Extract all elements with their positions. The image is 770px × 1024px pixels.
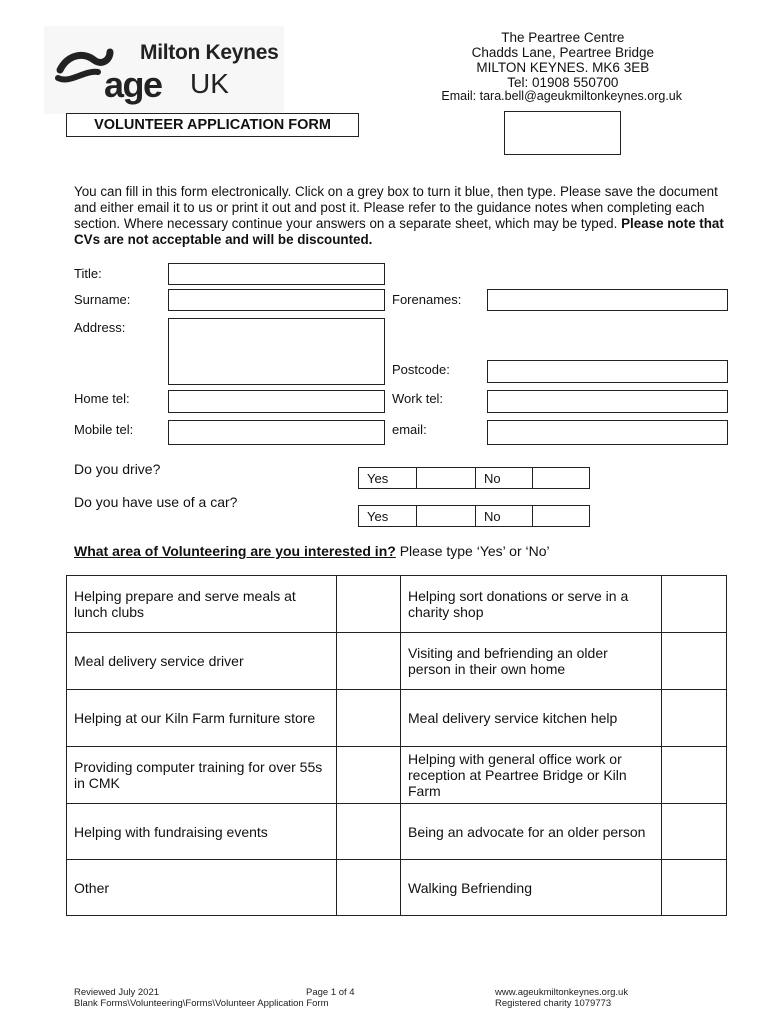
- volunteering-areas-table: [66, 575, 727, 916]
- logo-text-uk: UK: [190, 68, 229, 99]
- area-label: Helping sort donations or serve in a charity shop: [401, 576, 662, 633]
- area-label: Helping with fundraising events: [67, 804, 337, 860]
- drive-no-input[interactable]: [533, 468, 589, 488]
- footer-website: www.ageukmiltonkeynes.org.uk: [495, 987, 629, 998]
- car-answer-grid: [358, 505, 590, 527]
- area-answer-input[interactable]: [662, 747, 727, 804]
- age-uk-logo: [44, 26, 284, 114]
- title-input[interactable]: [168, 263, 385, 285]
- mobile-tel-input[interactable]: [168, 420, 385, 445]
- table-row: [67, 690, 727, 747]
- area-answer-input[interactable]: [662, 633, 727, 690]
- logo-text-milton-keynes: Milton Keynes: [140, 41, 279, 64]
- form-title: VOLUNTEER APPLICATION FORM: [66, 113, 359, 137]
- logo-text-age: age: [104, 64, 162, 105]
- area-label: Visiting and befriending an older person in their own home: [401, 633, 662, 690]
- area-answer-input[interactable]: [662, 804, 727, 860]
- work-tel-label: Work tel:: [392, 391, 444, 406]
- area-answer-input[interactable]: [337, 633, 401, 690]
- area-answer-input[interactable]: [662, 690, 727, 747]
- car-no-input[interactable]: [533, 506, 589, 526]
- table-row: [67, 747, 727, 804]
- intro-paragraph: [74, 184, 734, 248]
- area-answer-input[interactable]: [337, 860, 401, 916]
- forenames-label: Forenames:: [392, 292, 462, 307]
- area-answer-input[interactable]: [337, 576, 401, 633]
- table-row: [67, 576, 727, 633]
- footer-path: Blank Forms\Volunteering\Forms\Volunteer Application Form: [74, 998, 329, 1009]
- organisation-email: Email: tara.bell@ageukmiltonkeynes.org.uk: [441, 89, 682, 103]
- intro-text: You can fill in this form electronically. Click on a grey box to turn it blue, then type. Please save the document and either email it to us or print it out and post it. Please refer to the guidance notes when completing each section. Where necessary continue your answers on a separate sheet, which may be typed.: [74, 184, 718, 231]
- address-line: The Peartree Centre: [501, 30, 625, 45]
- area-label: Other: [67, 860, 337, 916]
- forenames-input[interactable]: [487, 289, 728, 311]
- car-yes-label: Yes: [359, 506, 417, 526]
- table-row: [67, 633, 727, 690]
- drive-yes-input[interactable]: [417, 468, 476, 488]
- table-row: [67, 804, 727, 860]
- area-label: Being an advocate for an older person: [401, 804, 662, 860]
- area-answer-input[interactable]: [337, 804, 401, 860]
- area-answer-input[interactable]: [337, 690, 401, 747]
- drive-no-label: No: [476, 468, 533, 488]
- area-answer-input[interactable]: [337, 747, 401, 804]
- address-line: MILTON KEYNES. MK6 3EB: [476, 60, 650, 75]
- area-question: What area of Volunteering are you interested in?: [74, 543, 396, 559]
- area-label: Meal delivery service kitchen help: [401, 690, 662, 747]
- area-answer-input[interactable]: [662, 860, 727, 916]
- area-label: Walking Befriending: [401, 860, 662, 916]
- address-line: Chadds Lane, Peartree Bridge: [471, 45, 654, 60]
- drive-question: Do you drive?: [74, 461, 161, 477]
- footer-page-number: Page 1 of 4: [306, 987, 355, 998]
- footer-right: [495, 987, 628, 1009]
- mobile-tel-label: Mobile tel:: [74, 422, 134, 437]
- area-label: Helping with general office work or reception at Peartree Bridge or Kiln Farm: [401, 747, 662, 804]
- area-label: Helping prepare and serve meals at lunch clubs: [67, 576, 337, 633]
- photo-box: [504, 111, 621, 155]
- footer-reviewed: Reviewed July 2021: [74, 987, 160, 998]
- home-tel-label: Home tel:: [74, 391, 130, 406]
- work-tel-input[interactable]: [487, 390, 728, 413]
- drive-answer-grid: [358, 467, 590, 489]
- email-label: email:: [392, 422, 427, 437]
- table-row: [67, 860, 727, 916]
- postcode-label: Postcode:: [392, 362, 450, 377]
- postcode-input[interactable]: [487, 360, 728, 383]
- footer-left: [74, 987, 329, 1009]
- volunteering-area-heading: [74, 543, 550, 559]
- footer-charity: Registered charity 1079773: [495, 998, 612, 1009]
- area-label: Providing computer training for over 55s in CMK: [67, 747, 337, 804]
- cv-note: Please note that CVs are not acceptable and will be discounted.: [74, 216, 724, 247]
- car-question: Do you have use of a car?: [74, 494, 238, 510]
- surname-label: Surname:: [74, 292, 131, 307]
- address-line: Tel: 01908 550700: [507, 75, 619, 90]
- area-label: Helping at our Kiln Farm furniture store: [67, 690, 337, 747]
- car-yes-input[interactable]: [417, 506, 476, 526]
- drive-yes-label: Yes: [359, 468, 417, 488]
- surname-input[interactable]: [168, 289, 385, 311]
- organisation-address: [472, 30, 654, 90]
- area-instruction: Please type ‘Yes’ or ‘No’: [399, 543, 550, 559]
- email-input[interactable]: [487, 420, 728, 445]
- title-label: Title:: [74, 266, 102, 281]
- area-label: Meal delivery service driver: [67, 633, 337, 690]
- address-label: Address:: [74, 320, 126, 335]
- home-tel-input[interactable]: [168, 390, 385, 413]
- address-input[interactable]: [168, 318, 385, 385]
- area-answer-input[interactable]: [662, 576, 727, 633]
- car-no-label: No: [476, 506, 533, 526]
